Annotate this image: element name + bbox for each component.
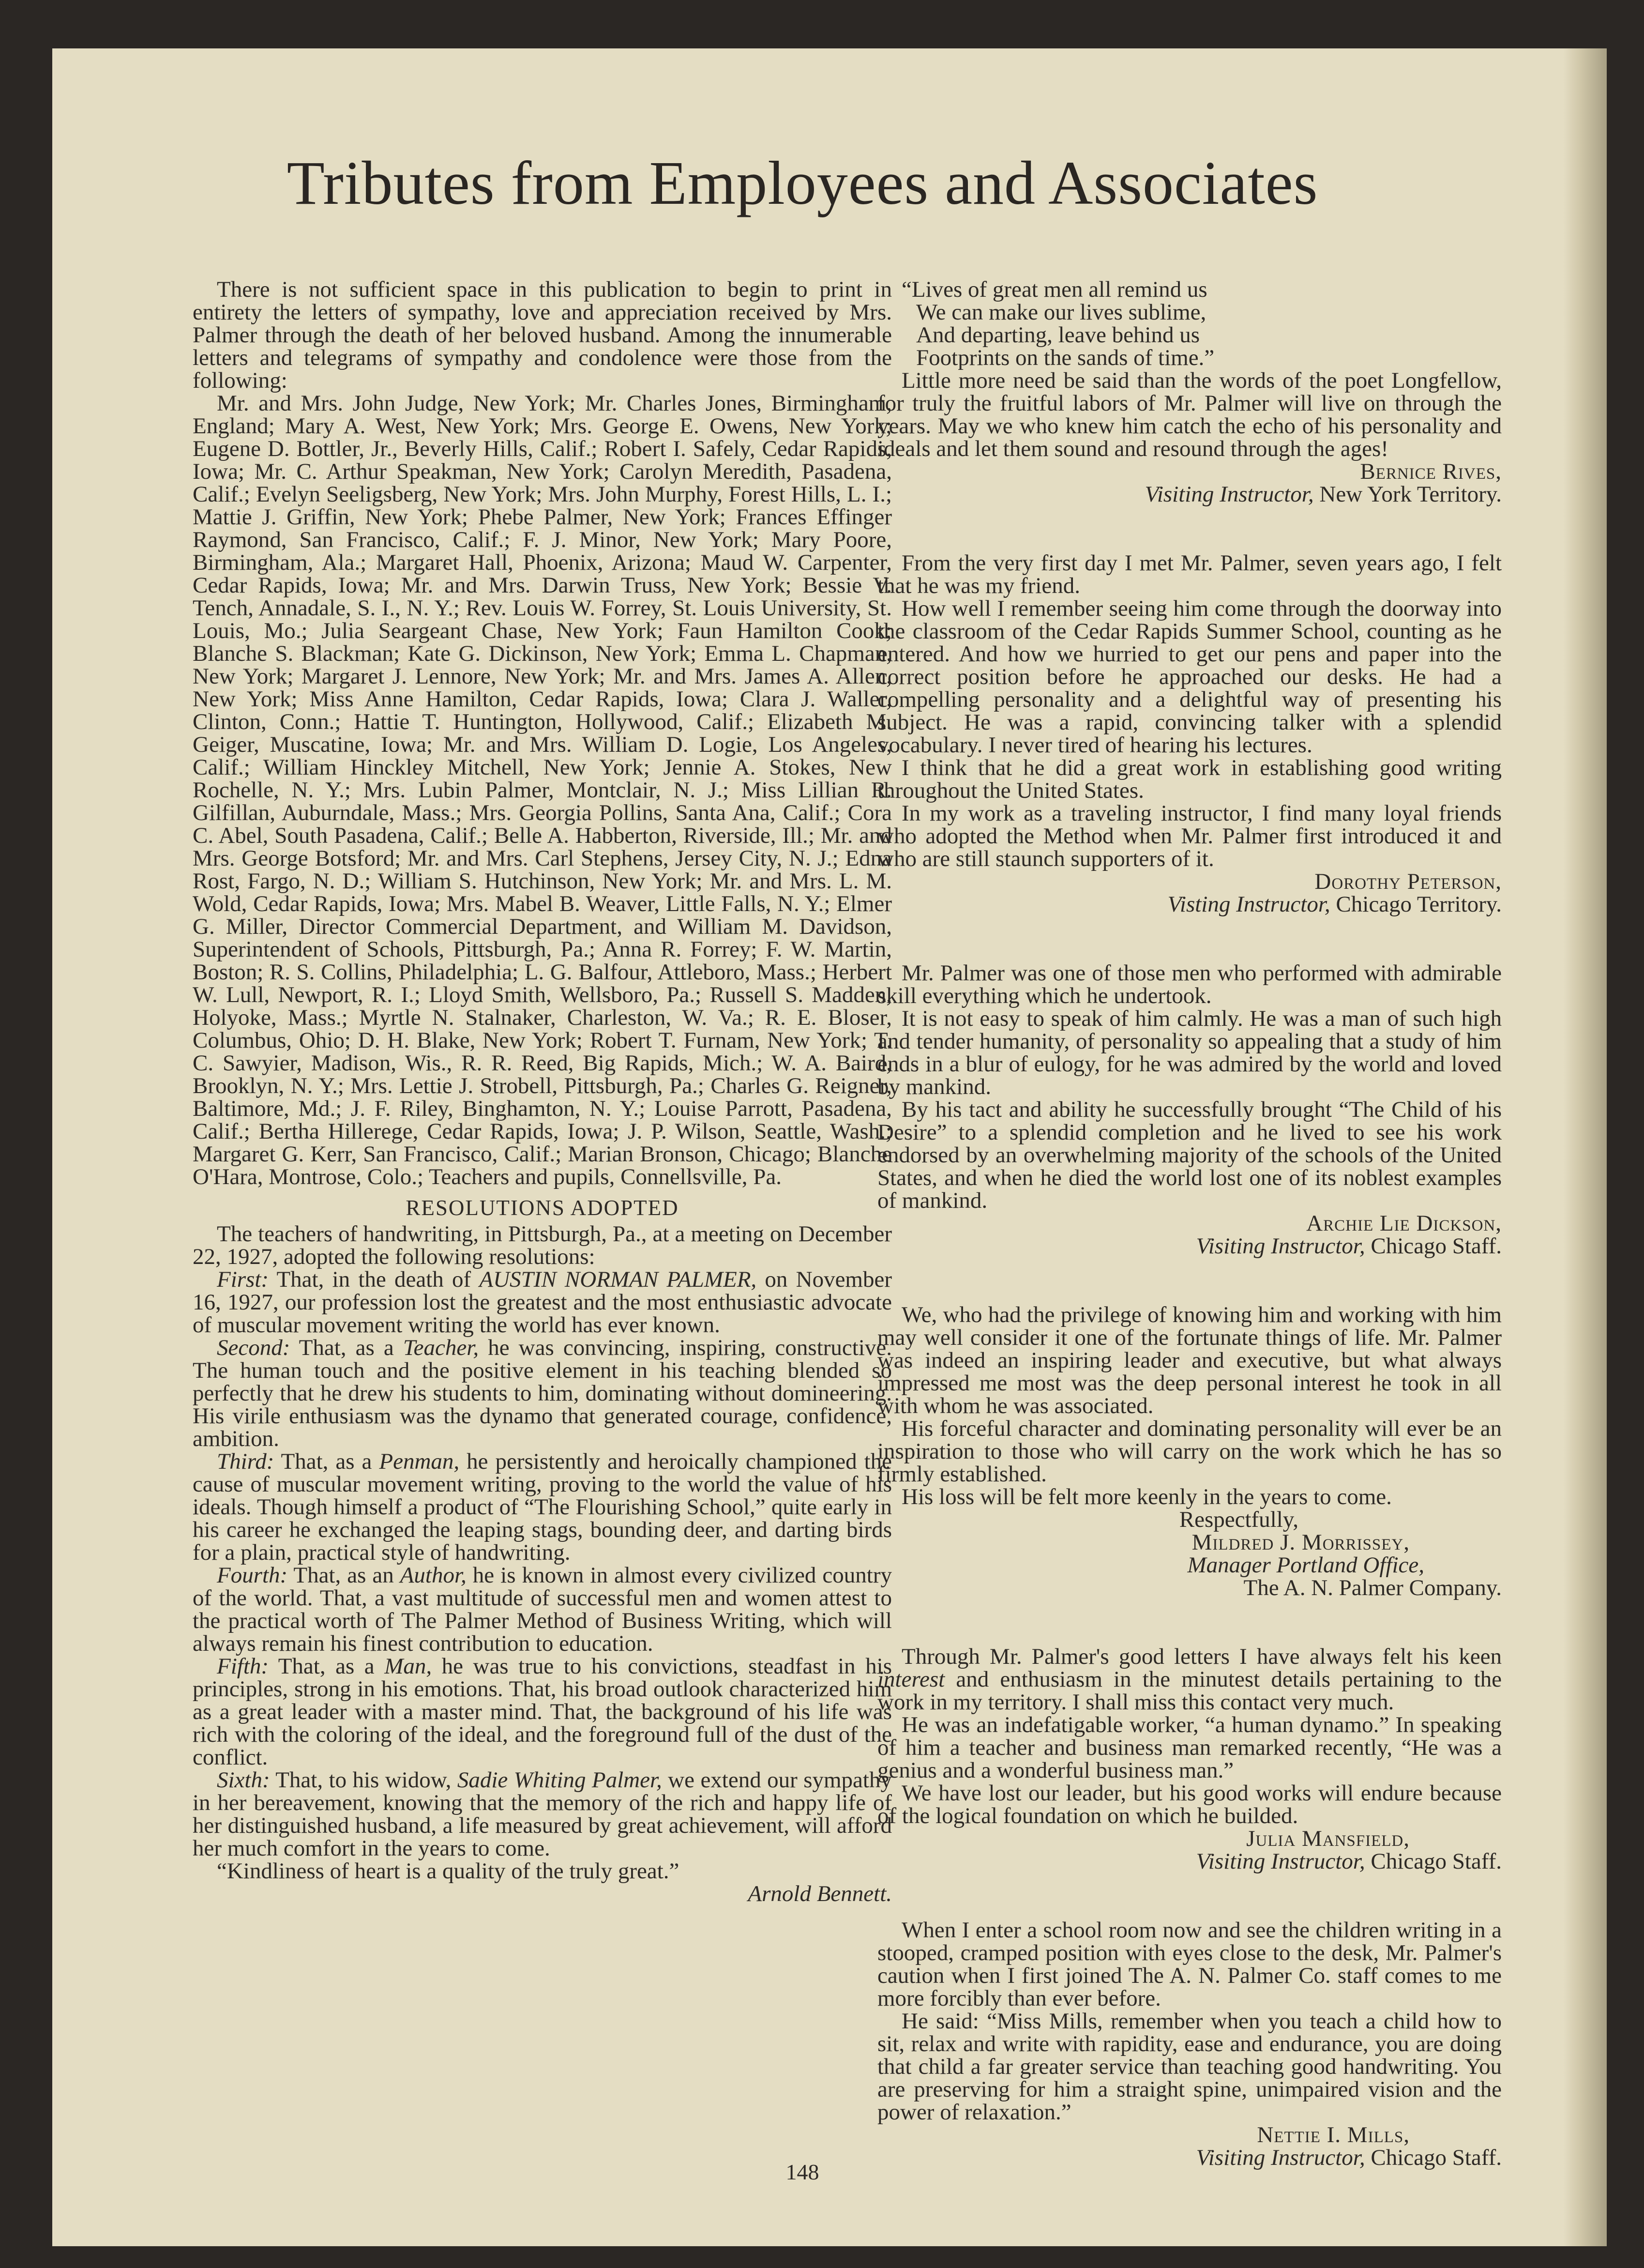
resolution-fifth [193, 1655, 892, 1769]
signature-title: Visiting Instructor, [1145, 482, 1314, 507]
mills-paragraph: When I enter a school room now and see the children writing in a stooped, cramped position with eyes close to the desk, Mr. Palmer's caution when I first joined The A. N. Palmer Co. staff comes to me more forcibly than ever before. [877, 1918, 1502, 2011]
resolution-text: That, to his widow, [270, 1767, 457, 1793]
resolution-label: Fourth: [217, 1563, 288, 1588]
role-italic: Man, [384, 1654, 432, 1679]
resolution-label: Sixth: [217, 1767, 270, 1793]
left-column [193, 278, 892, 1905]
mansfield-paragraph [877, 1645, 1502, 1714]
morrissey-title-line [877, 1554, 1502, 1577]
quote-author: Arnold Bennett. [748, 1881, 892, 1906]
resolution-text: That, as a [274, 1449, 379, 1474]
signature-territory: New York Territory. [1313, 482, 1502, 507]
signature-territory: Chicago Territory. [1330, 892, 1502, 917]
verse-line: And departing, leave behind us [916, 322, 1200, 348]
peterson-paragraph: In my work as a traveling instructor, I find many loyal friends who adopted the Method when Mr. Palmer first introduced it and who are still staunch supporters of it. [877, 801, 1502, 871]
longfellow-verse [877, 278, 1502, 369]
resolution-label: Second: [217, 1335, 290, 1360]
closing-quote: “Kindliness of heart is a quality of the truly great.” [217, 1858, 679, 1884]
verse-line: Footprints on the sands of time.” [916, 345, 1215, 370]
morrissey-paragraph: His forceful character and dominating personality will ever be an inspiration to those who will carry on the work which he has so firmly established. [877, 1416, 1502, 1487]
resolution-text: That, as a [269, 1654, 385, 1679]
resolution-sixth [193, 1769, 892, 1860]
dickson-paragraph: It is not easy to speak of him calmly. He was a man of such high and tender humanity, of personality so appealing that a study of him ends in a blur of eulogy, for he was admired by the world and loved by mankind. [877, 1006, 1502, 1099]
mansfield-paragraph: We have lost our leader, but his good works will endure because of the logical foundation on which he builded. [877, 1781, 1502, 1828]
rives-tribute: Little more need be said than the words of the poet Longfellow, for truly the fruitful labors of Mr. Palmer will live on through the years. May we who knew him catch the echo of his personality and ideals and let them sound and resound through the ages! [877, 368, 1502, 461]
rives-signature: Bernice Rives, [1360, 459, 1502, 484]
signature-title: Visiting Instructor, [1196, 1849, 1365, 1874]
page-number: 148 [785, 2160, 819, 2184]
signature-title: Visting Instructor, [1167, 892, 1330, 917]
paragraph-text: and enthusiasm in the minutest details pertaining to the work in my territory. I shall miss this contact very much. [877, 1667, 1502, 1715]
widow-name-italic: Sadie Whiting Palmer, [457, 1767, 662, 1793]
resolution-text: he was convincing, inspiring, constructive. The human touch and the positive element in his teaching blended so perfectly that he drew his students to him, dominating without domineering. His virile enthusiasm was the dynamo that generated courage, confidence, ambition. [193, 1335, 892, 1451]
resolution-first [193, 1268, 892, 1337]
dickson-signature: Archie Lie Dickson, [1306, 1211, 1502, 1236]
verse-line: We can make our lives sublime, [916, 300, 1207, 325]
signature-title: Visiting Instructor, [1196, 2145, 1365, 2170]
peterson-title-line [877, 893, 1502, 916]
document-page [52, 48, 1607, 2246]
intro-paragraph: There is not sufficient space in this publication to begin to print in entirety the letters of sympathy, love and appreciation received by Mrs. Palmer through the death of her beloved husband. Among the innumerable letters and telegrams of sympathy and condolence were those from the following: [193, 277, 892, 393]
palmer-name-italic: AUSTIN NORMAN PALMER, [479, 1267, 757, 1292]
resolutions-intro: The teachers of handwriting, in Pittsburgh, Pa., at a meeting on December 22, 1927, adopted the following resolutions: [193, 1221, 892, 1269]
mansfield-title-line [877, 1850, 1502, 1873]
resolution-label: Third: [217, 1449, 274, 1474]
resolution-text: on November 16, 1927, our profession lost the greatest and the most enthusiastic advocate of muscular movement writing the world has ever known. [193, 1267, 892, 1338]
resolution-label: Fifth: [217, 1654, 269, 1679]
rives-title-line [877, 483, 1502, 506]
resolution-text: That, as an [287, 1563, 400, 1588]
verse-line: “Lives of great men all remind us [902, 277, 1207, 302]
morrissey-paragraph: We, who had the privilege of knowing him and working with him may well consider it one of the fortunate things of life. Mr. Palmer was indeed an inspiring leader and executive, but what always impressed me most was the deep personal interest he took in all with whom he was associated. [877, 1302, 1502, 1418]
section-gap [877, 1599, 1502, 1645]
signature-territory: Chicago Staff. [1365, 1849, 1502, 1874]
mills-signature: Nettie I. Mills, [1257, 2122, 1410, 2147]
peterson-paragraph: How well I remember seeing him come through the doorway into the classroom of the Cedar Rapids Summer School, counting as he entered. And how we hurried to get our pens and paper into the correct position before he approached our desks. He had a compelling personality and a delightful way of presenting his subject. He was a rapid, convincing talker with a splendid vocabulary. I never tired of hearing his lectures. [877, 596, 1502, 758]
peterson-signature: Dorothy Peterson, [1314, 869, 1502, 894]
right-column [877, 278, 1502, 2169]
section-gap [877, 1258, 1502, 1304]
role-italic: Teacher, [403, 1335, 479, 1360]
signature-territory: Chicago Staff. [1365, 1233, 1502, 1259]
quote-attribution [193, 1883, 892, 1905]
mansfield-paragraph: He was an indefatigable worker, “a human dynamo.” In speaking of him a teacher and business man remarked recently, “He was a genius and a wonderful business man.” [877, 1712, 1502, 1783]
morrissey-paragraph: His loss will be felt more keenly in the years to come. [902, 1484, 1392, 1509]
page-gutter-shadow [1563, 48, 1607, 2246]
morrissey-closing: Respectfully, [1179, 1507, 1298, 1532]
resolutions-heading: RESOLUTIONS ADOPTED [406, 1196, 679, 1220]
dickson-paragraph: By his tact and ability he successfully brought “The Child of his Desire” to a splendid completion and he lived to see his work endorsed by an overwhelming majority of the schools of the United States, and when he died the world lost one of its noblest examples of mankind. [877, 1097, 1502, 1213]
resolution-second [193, 1337, 892, 1450]
morrissey-signature: Mildred J. Morrissey, [1192, 1530, 1410, 1555]
resolution-text: That, in the death of [269, 1267, 480, 1292]
section-gap [877, 506, 1502, 552]
signature-title: Manager Portland Office, [1187, 1553, 1424, 1578]
peterson-paragraph: From the very first day I met Mr. Palmer, seven years ago, I felt that he was my friend. [877, 550, 1502, 598]
role-italic: Author, [400, 1563, 467, 1588]
dickson-title-line [877, 1235, 1502, 1258]
morrissey-company: The A. N. Palmer Company. [1243, 1575, 1502, 1600]
dickson-paragraph: Mr. Palmer was one of those men who performed with admirable skill everything which he undertook. [877, 960, 1502, 1008]
emphasis-italic: interest [877, 1667, 945, 1692]
paragraph-text: Through Mr. Palmer's good letters I have always felt his keen [902, 1644, 1502, 1669]
page-title: Tributes from Employees and Associates [287, 149, 1318, 217]
section-gap [877, 1873, 1502, 1919]
resolution-text: he is known in almost every civilized country of the world. That, a vast multitude of successful men and women attest to the practical worth of The Palmer Method of Business Writing, which will always remain his finest contribution to education. [193, 1563, 892, 1656]
signature-territory: Chicago Staff. [1365, 2145, 1502, 2170]
resolution-fourth [193, 1564, 892, 1655]
resolution-label: First: [217, 1267, 269, 1292]
peterson-paragraph: I think that he did a great work in establishing good writing throughout the United States. [877, 755, 1502, 803]
resolution-text: we extend our sympathy in her bereavement, knowing that the memory of the rich and happy life of her distinguished husband, a life measured by great achievement, will afford her much comfort in the years to come. [193, 1767, 892, 1861]
resolution-text: That, as a [290, 1335, 403, 1360]
mills-paragraph: He said: “Miss Mills, remember when you teach a child how to sit, relax and write with rapidity, ease and endurance, you are doing that child a far greater service than teaching good handwriting. You are preserving for him a straight spine, unimpaired vision and the power of relaxation.” [877, 2009, 1502, 2125]
section-gap [877, 916, 1502, 962]
mansfield-signature: Julia Mansfield, [1246, 1826, 1410, 1851]
resolution-text: he was true to his convictions, steadfast in his principles, strong in his emotions. That, his broad outlook characterized him as a great leader with a master mind. That, the background of his life was rich with the coloring of the ideal, and the foreground full of the dust of the conflict. [193, 1654, 892, 1770]
resolution-text: he persistently and heroically championed the cause of muscular movement writing, proving to the world the value of his ideals. Though himself a product of “The Flourishing School,” quite early in his career he exchanged the leaping stags, bounding deer, and darting birds for a plain, practical style of handwriting. [193, 1449, 892, 1565]
names-list-paragraph: Mr. and Mrs. John Judge, New York; Mr. Charles Jones, Birmingham, England; Mary A. West, New York; Mrs. George E. Owens, New York; Eugene D. Bottler, Jr., Beverly Hills, Calif.; Robert I. Safely, Cedar Rapids, Iowa; Mr. C. Arthur Speakman, New York; Carolyn Meredith, Pasadena, Calif.; Evelyn Seeligsberg, New York; Mrs. John Murphy, Forest Hills, L. I.; Mattie J. Griffin, New York; Phebe Palmer, New York; Frances Effinger Raymond, San Francisco, Calif.; F. J. Minor, New York; Mary Poore, Birmingham, Ala.; Margaret Hall, Phoenix, Arizona; Maud W. Carpenter, Cedar Rapids, Iowa; Mr. and Mrs. Darwin Truss, New York; Bessie V. Tench, Annadale, S. I., N. Y.; Rev. Louis W. Forrey, St. Louis University, St. Louis, Mo.; Julia Seargeant Chase, New York; Faun Hamilton Cook; Blanche S. Blackman; Kate G. Dickinson, New York; Emma L. Chapman, New York; Margaret J. Lennore, New York; Mr. and Mrs. James A. Allen, New York; Miss Anne Hamilton, Cedar Rapids, Iowa; Clara J. Waller, Clinton, Conn.; Hattie T. Huntington, Hollywood, Calif.; Elizabeth M. Geiger, Muscatine, Iowa; Mr. and Mrs. William D. Logie, Los Angeles, Calif.; William Hinckley Mitchell, New York; Jennie A. Stokes, New Rochelle, N. Y.; Mrs. Lubin Palmer, Montclair, N. J.; Miss Lillian R. Gilfillan, Auburndale, Mass.; Mrs. Georgia Pollins, Santa Ana, Calif.; Cora C. Abel, South Pasadena, Calif.; Belle A. Habberton, Riverside, Ill.; Mr. and Mrs. George Botsford; Mr. and Mrs. Carl Stephens, Jersey City, N. J.; Edna Rost, Fargo, N. D.; William S. Hutchinson, New York; Mr. and Mrs. L. M. Wold, Cedar Rapids, Iowa; Mrs. Mabel B. Weaver, Little Falls, N. Y.; Elmer G. Miller, Director Commercial Department, and William M. Davidson, Superintendent of Schools, Pittsburgh, Pa.; Anna R. Forrey; F. W. Martin, Boston; R. S. Collins, Philadelphia; L. G. Balfour, Attleboro, Mass.; Herbert W. Lull, Newport, R. I.; Lloyd Smith, Wellsboro, Pa.; Russell S. Madden, Holyoke, Mass.; Myrtle N. Stalnaker, Charleston, W. Va.; R. E. Bloser, Columbus, Ohio; D. H. Blake, New York; Robert T. Furnam, New York; T. C. Sawyier, Madison, Wis., R. R. Reed, Big Rapids, Mich.; W. A. Baird, Brooklyn, N. Y.; Mrs. Lettie J. Strobell, Pittsburgh, Pa.; Charles G. Reigner, Baltimore, Md.; J. F. Riley, Binghamton, N. Y.; Louise Parrott, Pasadena, Calif.; Bertha Hillerege, Cedar Rapids, Iowa; J. P. Wilson, Seattle, Wash.; Margaret G. Kerr, San Francisco, Calif.; Marian Bronson, Chicago; Blanche O'Hara, Montrose, Colo.; Teachers and pupils, Connellsville, Pa. [193, 391, 892, 1189]
role-italic: Penman, [379, 1449, 460, 1474]
resolution-third [193, 1450, 892, 1564]
signature-title: Visiting Instructor, [1196, 1233, 1365, 1259]
